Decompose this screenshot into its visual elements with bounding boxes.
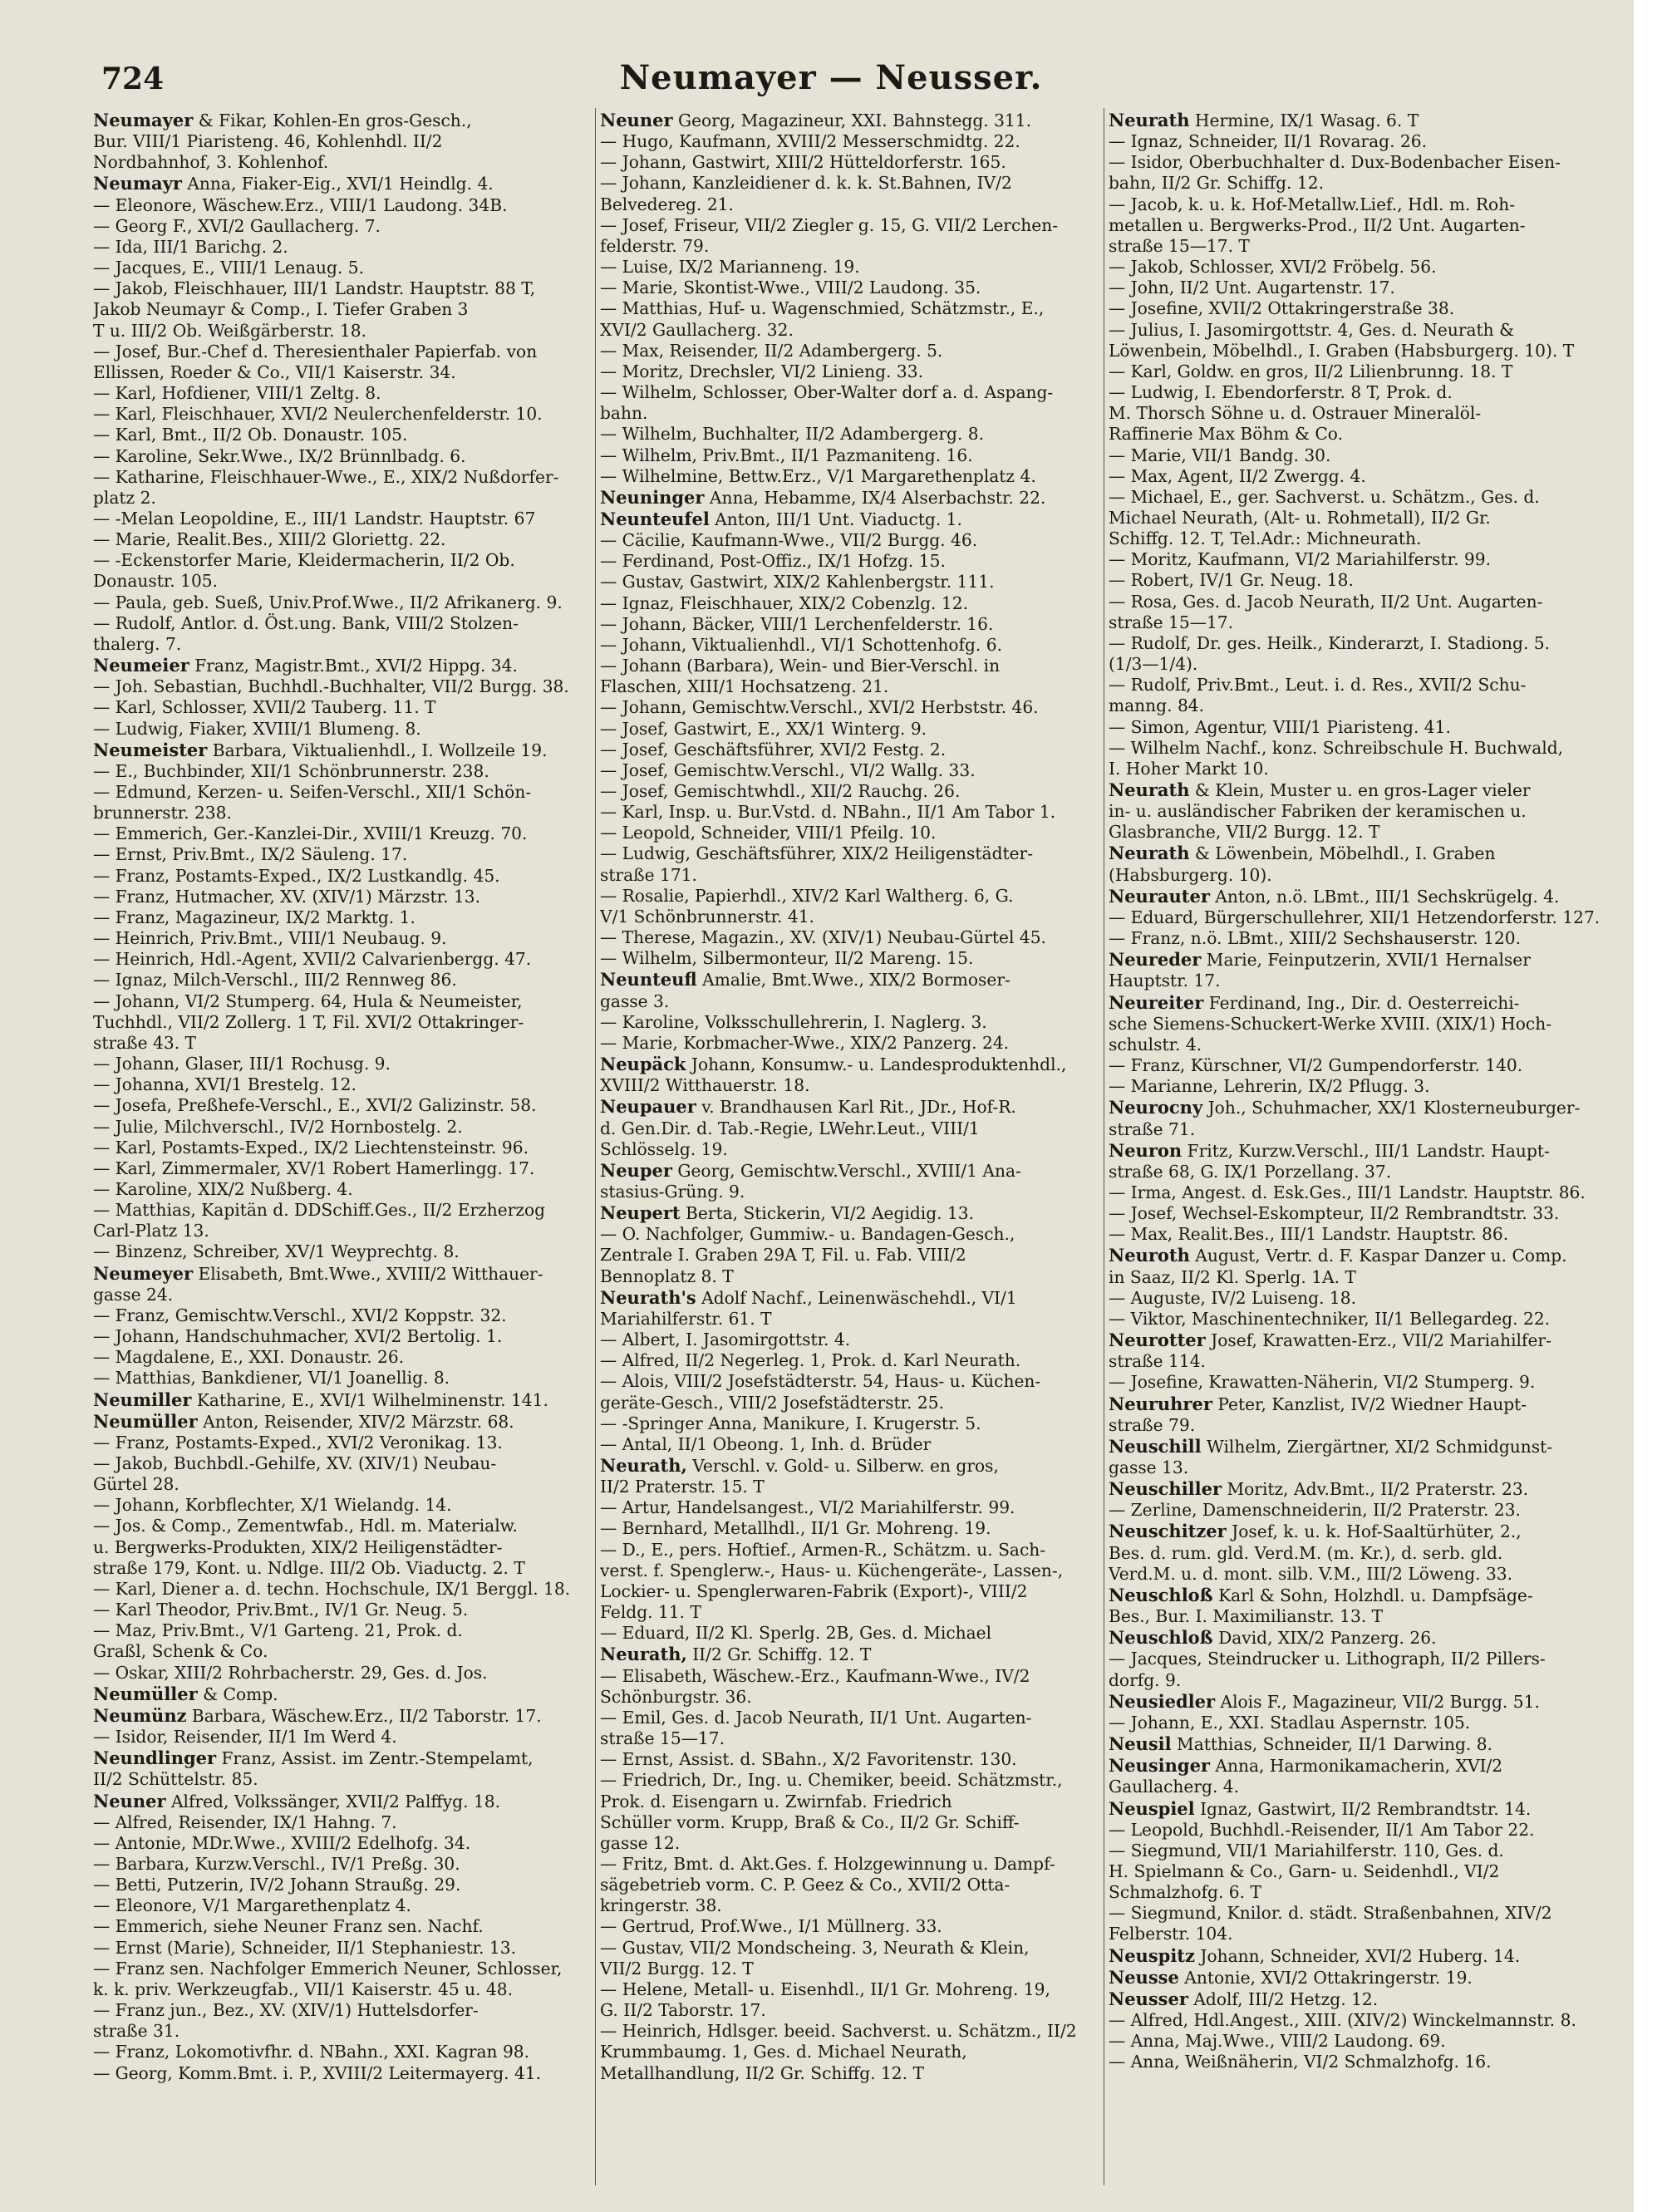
directory-line: — Elisabeth, Wäschew.-Erz., Kaufmann-Wwe., IV/2	[600, 1665, 1030, 1686]
directory-line: — Georg F., XVI/2 Gaullacherg. 7.	[93, 215, 381, 236]
directory-line: — Siegmund, VII/1 Mariahilferstr. 110, Ges. d.	[1109, 1840, 1504, 1861]
directory-line: — Wilhelm, Schlosser, Ober-Walter dorf a. d. Aspang-	[600, 382, 1054, 403]
directory-line: — Franz sen. Nachfolger Emmerich Neuner, Schlosser,	[93, 1958, 563, 1979]
directory-line: Bes., Bur. I. Maximilianstr. 13. T	[1109, 1606, 1384, 1627]
directory-line: Neusse Antonie, XVI/2 Ottakringerstr. 19.	[1109, 1966, 1473, 1988]
page-number: 724	[101, 61, 165, 96]
directory-line: — Therese, Magazin., XV. (XIV/1) Neubau-Gürtel 45.	[600, 927, 1046, 948]
directory-line: — Julius, I. Jasomirgottstr. 4, Ges. d. Neurath &	[1109, 319, 1515, 340]
directory-line: Neuschitzer Josef, k. u. k. Hof-Saaltürhüter, 2.,	[1109, 1521, 1522, 1542]
directory-line: in- u. ausländischer Fabriken der keramischen u.	[1109, 801, 1527, 822]
directory-line: — Johann, VI/2 Stumperg. 64, Hula & Neumeister,	[93, 990, 523, 1011]
directory-line: — Johann, Kanzleidiener d. k. k. St.Bahnen, IV/2	[600, 173, 1012, 194]
directory-line: — Heinrich, Hdl.-Agent, XVII/2 Calvarienbergg. 47.	[93, 949, 532, 970]
directory-line: Belvedereg. 21.	[600, 194, 734, 214]
directory-line: Graßl, Schenk & Co.	[93, 1641, 268, 1662]
directory-line: Neumayer & Fikar, Kohlen-En gros-Gesch.,	[93, 110, 472, 130]
directory-line: — Karl, Postamts-Exped., IX/2 Liechtensteinstr. 96.	[93, 1137, 529, 1158]
directory-line: II/2 Praterstr. 15. T	[600, 1477, 765, 1497]
directory-line: — Maz, Priv.Bmt., V/1 Garteng. 21, Prok. d.	[93, 1620, 463, 1641]
directory-line: — Ludwig, Geschäftsführer, XIX/2 Heiligenstädter-	[600, 843, 1034, 864]
directory-line: Neuschill Wilhelm, Ziergärtner, XI/2 Schmidgunst-	[1109, 1435, 1553, 1457]
directory-line: Neuspiel Ignaz, Gastwirt, II/2 Rembrandtstr. 14.	[1109, 1797, 1532, 1819]
directory-line: Felberstr. 104.	[1109, 1924, 1233, 1944]
directory-line: Neupäck Johann, Konsumw.- u. Landesproduktenhdl.,	[600, 1054, 1067, 1075]
column-1	[93, 110, 592, 2084]
directory-line: — Karl, Schlosser, XVII/2 Tauberg. 11. T	[93, 697, 436, 718]
directory-line: — Zerline, Damenschneiderin, II/2 Praterstr. 23.	[1109, 1500, 1521, 1521]
directory-line: — Barbara, Kurzw.Verschl., IV/1 Preßg. 30.	[93, 1853, 460, 1874]
directory-line: gasse 12.	[600, 1832, 681, 1853]
directory-line: — Marie, Skontist-Wwe., VIII/2 Laudong. 35.	[600, 278, 981, 298]
directory-line: — Wilhelm, Silbermonteur, II/2 Mareng. 15.	[600, 948, 974, 969]
directory-line: Neureder Marie, Feinputzerin, XVII/1 Hernalser	[1109, 949, 1531, 971]
directory-line: Neurath Hermine, IX/1 Wasag. 6. T	[1109, 110, 1419, 130]
directory-line: — Ernst, Assist. d. SBahn., X/2 Favoritenstr. 130.	[600, 1749, 1017, 1770]
column-rule	[595, 108, 596, 2185]
directory-line: — Johann (Barbara), Wein- und Bier-Verschl. in	[600, 656, 1001, 676]
directory-line: — Georg, Komm.Bmt. i. P., XVIII/2 Leitermayerg. 41.	[93, 2062, 542, 2083]
directory-line: — Matthias, Bankdiener, VI/1 Joanellig. 8.	[93, 1368, 450, 1389]
directory-line: Neumeyer Elisabeth, Bmt.Wwe., XVIII/2 Witthauer-	[93, 1262, 543, 1284]
directory-line: — Marianne, Lehrerin, IX/2 Pflugg. 3.	[1109, 1076, 1430, 1097]
directory-line: Neuschloß Karl & Sohn, Holzhdl. u. Dampfsäge-	[1109, 1584, 1533, 1605]
directory-line: geräte-Gesch., VIII/2 Josefstädterstr. 25.	[600, 1392, 945, 1413]
directory-line: Nordbahnhof, 3. Kohlenhof.	[93, 152, 329, 173]
directory-line: — O. Nachfolger, Gummiw.- u. Bandagen-Gesch.,	[600, 1224, 1015, 1245]
directory-line: Neusinger Anna, Harmonikamacherin, XVI/2	[1109, 1755, 1503, 1777]
directory-line: — Franz, Lokomotivfhr. d. NBahn., XXI. Kagran 98.	[93, 2042, 530, 2062]
directory-line: G. II/2 Taborstr. 17.	[600, 2000, 766, 2021]
directory-line: — Eleonore, Wäschew.Erz., VIII/1 Laudong. 34B.	[93, 194, 508, 215]
directory-line: — Jacques, E., VIII/1 Lenaug. 5.	[93, 258, 365, 278]
directory-line: straße 79.	[1109, 1414, 1196, 1435]
directory-line: XVI/2 Gaullacherg. 32.	[600, 319, 794, 340]
directory-line: straße 15—17. T	[1109, 235, 1250, 256]
directory-line: — Antal, II/1 Obeong. 1, Inh. d. Brüder	[600, 1433, 932, 1454]
directory-line: straße 171.	[600, 864, 697, 885]
directory-line: V/1 Schönbrunnerstr. 41.	[600, 906, 814, 927]
directory-line: — Jacob, k. u. k. Hof-Metallw.Lief., Hdl. m. Roh-	[1109, 194, 1516, 214]
directory-line: straße 15—17.	[1109, 612, 1233, 632]
directory-line: — Karl Theodor, Priv.Bmt., IV/1 Gr. Neug. 5.	[93, 1600, 469, 1620]
directory-line: Neumüller & Comp.	[93, 1683, 278, 1704]
directory-line: — Karl, Diener a. d. techn. Hochschule, IX/1 Berggl. 18.	[93, 1578, 571, 1599]
directory-line: II/2 Schüttelstr. 85.	[93, 1769, 258, 1790]
directory-line: Prok. d. Eisengarn u. Zwirnfab. Friedrich	[600, 1791, 952, 1811]
directory-line: Neurath, Verschl. v. Gold- u. Silberw. en gros,	[600, 1455, 999, 1476]
directory-line: — Artur, Handelsangest., VI/2 Mariahilferstr. 99.	[600, 1497, 1015, 1518]
directory-line: — Franz, Postamts-Exped., XVI/2 Veronikag. 13.	[93, 1432, 503, 1453]
directory-line: — Josef, Gemischtw.Verschl., VI/2 Wallg. 33.	[600, 759, 976, 780]
directory-line: Neumiller Katharine, E., XVI/1 Wilhelminenstr. 141.	[93, 1389, 548, 1410]
directory-line: — Marie, Korbmacher-Wwe., XIX/2 Panzerg. 24.	[600, 1032, 1010, 1053]
directory-line: — Eleonore, V/1 Margarethenplatz 4.	[93, 1895, 411, 1916]
directory-line: — Katharine, Fleischhauer-Wwe., E., XIX/2 Nußdorfer-	[93, 466, 559, 487]
directory-line: — Gustav, VII/2 Mondscheing. 3, Neurath & Klein,	[600, 1937, 1030, 1958]
directory-line: — -Springer Anna, Manikure, I. Krugerstr. 5.	[600, 1413, 981, 1433]
directory-line: Neurotter Josef, Krawatten-Erz., VII/2 Mariahilfer-	[1109, 1330, 1551, 1351]
directory-line: Neuron Fritz, Kurzw.Verschl., III/1 Landstr. Haupt-	[1109, 1139, 1550, 1161]
directory-line: VII/2 Burgg. 12. T	[600, 1958, 754, 1979]
directory-line: — E., Buchbinder, XII/1 Schönbrunnerstr. 238.	[93, 760, 489, 781]
directory-line: — Alfred, Reisender, IX/1 Hahng. 7.	[93, 1811, 397, 1832]
directory-line: — Max, Realit.Bes., III/1 Landstr. Hauptstr. 86.	[1109, 1224, 1509, 1245]
directory-line: — Josefine, XVII/2 Ottakringerstraße 38.	[1109, 298, 1455, 319]
directory-line: Jakob Neumayr & Comp., I. Tiefer Graben 3	[93, 299, 469, 320]
directory-line: Neupauer v. Brandhausen Karl Rit., JDr., Hof-R.	[600, 1096, 1016, 1118]
directory-line: — Rudolf, Dr. ges. Heilk., Kinderarzt, I. Stadiong. 5.	[1109, 632, 1551, 653]
directory-line: — Franz, Postamts-Exped., IX/2 Lustkandlg. 45.	[93, 865, 500, 886]
directory-line: dorfg. 9.	[1109, 1669, 1182, 1690]
directory-line: XVIII/2 Witthauerstr. 18.	[600, 1075, 810, 1096]
directory-line: bahn, II/2 Gr. Schiffg. 12.	[1109, 173, 1324, 194]
directory-line: sägebetrieb vorm. C. P. Geez & Co., XVII/2 Otta-	[600, 1875, 1010, 1895]
directory-line: — Leopold, Buchhdl.-Reisender, II/1 Am Tabor 22.	[1109, 1819, 1535, 1840]
directory-line: Neuroth August, Vertr. d. F. Kaspar Danzer u. Comp.	[1109, 1245, 1567, 1266]
directory-line: — Betti, Putzerin, IV/2 Johann Straußg. 29.	[93, 1875, 461, 1895]
directory-line: — Karoline, Sekr.Wwe., IX/2 Brünnlbadg. 6.	[93, 445, 466, 466]
directory-line: Verd.M. u. d. mont. silb. V.M., III/2 Löweng. 33.	[1109, 1563, 1513, 1584]
directory-line: — Leopold, Schneider, VIII/1 Pfeilg. 10.	[600, 823, 937, 843]
directory-line: — Emmerich, Ger.-Kanzlei-Dir., XVIII/1 Kreuzg. 70.	[93, 823, 528, 844]
directory-line: Krummbaumg. 1, Ges. d. Michael Neurath,	[600, 2042, 967, 2062]
directory-line: Neuschiller Moritz, Adv.Bmt., II/2 Praterstr. 23.	[1109, 1478, 1529, 1500]
directory-line: — Karl, Hofdiener, VIII/1 Zeltg. 8.	[93, 383, 381, 404]
directory-line: H. Spielmann & Co., Garn- u. Seidenhdl., VI/2	[1109, 1861, 1500, 1881]
directory-line: — Wilhelm, Buchhalter, II/2 Adambergerg. 8.	[600, 424, 985, 445]
directory-line: — Ferdinand, Post-Offiz., IX/1 Hofzg. 15.	[600, 551, 946, 572]
directory-line: — Marie, VII/1 Bandg. 30.	[1109, 445, 1331, 465]
directory-line: platz 2.	[93, 487, 156, 508]
directory-line: Lockier- u. Spenglerwaren-Fabrik (Export)-, VIII/2	[600, 1580, 1028, 1601]
directory-line: — Joh. Sebastian, Buchhdl.-Buchhalter, VII/2 Burgg. 38.	[93, 676, 569, 697]
directory-line: Neunteufel Anton, III/1 Unt. Viaductg. 1.	[600, 508, 962, 529]
directory-line: M. Thorsch Söhne u. d. Ostrauer Mineralöl-	[1109, 403, 1482, 424]
directory-line: — Bernhard, Metallhdl., II/1 Gr. Mohreng. 19.	[600, 1518, 991, 1539]
directory-line: — Julie, Milchverschl., IV/2 Hornbostelg. 2.	[93, 1116, 463, 1137]
directory-line: — Anna, Weißnäherin, VI/2 Schmalzhofg. 16.	[1109, 2052, 1492, 2072]
directory-line: Hauptstr. 17.	[1109, 971, 1221, 991]
directory-line: — Binzenz, Schreiber, XV/1 Weyprechtg. 8.	[93, 1241, 460, 1262]
directory-line: Gaullacherg. 4.	[1109, 1777, 1240, 1797]
directory-line: — Karl, Zimmermaler, XV/1 Robert Hamerlingg. 17.	[93, 1158, 535, 1178]
directory-line: — Eduard, Bürgerschullehrer, XII/1 Hetzendorferstr. 127.	[1109, 907, 1601, 927]
directory-line: Zentrale I. Graben 29A T, Fil. u. Fab. VIII/2	[600, 1245, 966, 1266]
directory-line: — Johann, Gastwirt, XIII/2 Hütteldorferstr. 165.	[600, 152, 1006, 173]
directory-line: — Fritz, Bmt. d. Akt.Ges. f. Holzgewinnung u. Dampf-	[600, 1853, 1055, 1874]
directory-line: — Isidor, Oberbuchhalter d. Dux-Bodenbacher Eisen-	[1109, 152, 1561, 173]
directory-line: — Ludwig, Fiaker, XVIII/1 Blumeng. 8.	[93, 718, 421, 739]
directory-line: — Heinrich, Priv.Bmt., VIII/1 Neubaug. 9.	[93, 928, 447, 949]
directory-line: — Luise, IX/2 Marianneng. 19.	[600, 257, 860, 278]
directory-line: — Karoline, Volksschullehrerin, I. Naglerg. 3.	[600, 1011, 987, 1032]
directory-line: — Rosa, Ges. d. Jacob Neurath, II/2 Unt. Augarten-	[1109, 591, 1543, 612]
directory-line: — Josefa, Preßhefe-Verschl., E., XVI/2 Galizinstr. 58.	[93, 1095, 537, 1116]
directory-line: Neusser Adolf, III/2 Hetzg. 12.	[1109, 1988, 1379, 2009]
directory-line: — -Eckenstorfer Marie, Kleidermacherin, II/2 Ob.	[93, 550, 515, 571]
directory-line: Metallhandlung, II/2 Gr. Schiffg. 12. T	[600, 2062, 924, 2083]
directory-line: — Franz, Gemischtw.Verschl., XVI/2 Koppstr. 32.	[93, 1305, 507, 1325]
directory-line: — Siegmund, Knilor. d. städt. Straßenbahnen, XIV/2	[1109, 1903, 1552, 1924]
directory-line: — Johann, Glaser, III/1 Rochusg. 9.	[93, 1054, 391, 1074]
directory-line: — Josefine, Krawatten-Näherin, VI/2 Stumperg. 9.	[1109, 1372, 1536, 1393]
page-edge	[1634, 0, 1662, 2212]
directory-line: — Simon, Agentur, VIII/1 Piaristeng. 41.	[1109, 716, 1451, 737]
directory-line: stasius-Grüng. 9.	[600, 1181, 745, 1202]
directory-line: u. Bergwerks-Produkten, XIX/2 Heiligenstädter-	[93, 1536, 503, 1557]
directory-line: — Josef, Bur.-Chef d. Theresienthaler Papierfab. von	[93, 341, 538, 361]
directory-line: — John, II/2 Unt. Augartenstr. 17.	[1109, 278, 1395, 298]
directory-line: — Karoline, XIX/2 Nußberg. 4.	[93, 1178, 353, 1199]
directory-line: thalerg. 7.	[93, 633, 182, 654]
directory-line: — Viktor, Maschinentechniker, II/1 Bellegardeg. 22.	[1109, 1308, 1551, 1329]
directory-line: Neusiedler Alois F., Magazineur, VII/2 Burgg. 51.	[1109, 1690, 1540, 1712]
directory-line: Neuner Alfred, Volkssänger, XVII/2 Palffyg. 18.	[93, 1790, 501, 1811]
directory-line: — Johann, Gemischtw.Verschl., XVI/2 Herbststr. 46.	[600, 697, 1039, 718]
directory-line: straße 15—17.	[600, 1728, 725, 1749]
directory-line: — Ernst, Priv.Bmt., IX/2 Säuleng. 17.	[93, 844, 408, 865]
directory-line: — Emil, Ges. d. Jacob Neurath, II/1 Unt. Augarten-	[600, 1707, 1032, 1728]
directory-line: — Moritz, Kaufmann, VI/2 Mariahilferstr. 99.	[1109, 549, 1492, 570]
directory-line: Löwenbein, Möbelhdl., I. Graben (Habsburgerg. 10). T	[1109, 340, 1575, 361]
directory-line: Neusil Matthias, Schneider, II/1 Darwing. 8.	[1109, 1733, 1492, 1755]
directory-line: — Franz, Hutmacher, XV. (XIV/1) Märzstr. 13.	[93, 886, 481, 907]
directory-line: — Moritz, Drechsler, VI/2 Linieng. 33.	[600, 361, 923, 381]
directory-line: straße 43. T	[93, 1032, 196, 1053]
directory-line: — Wilhelm Nachf., konz. Schreibschule H. Buchwald,	[1109, 737, 1564, 758]
column-2	[600, 110, 1099, 2084]
directory-line: — Alfred, II/2 Negerleg. 1, Prok. d. Karl Neurath.	[600, 1350, 1021, 1371]
directory-line: — Isidor, Reisender, II/1 Im Werd 4.	[93, 1727, 397, 1747]
directory-line: straße 68, G. IX/1 Porzellang. 37.	[1109, 1161, 1392, 1182]
directory-line: — Oskar, XIII/2 Rohrbacherstr. 29, Ges. d. Jos.	[93, 1662, 488, 1683]
directory-line: straße 71.	[1109, 1118, 1196, 1139]
directory-line: Ellissen, Roeder & Co., VII/1 Kaiserstr. 34.	[93, 361, 456, 382]
directory-line: Gürtel 28.	[93, 1474, 179, 1495]
directory-line: — Josef, Wechsel-Eskompteur, II/2 Rembrandtstr. 33.	[1109, 1203, 1560, 1224]
directory-line: — Franz jun., Bez., XV. (XIV/1) Huttelsdorfer-	[93, 2000, 479, 2021]
directory-line: — Rudolf, Priv.Bmt., Leut. i. d. Res., XVII/2 Schu-	[1109, 675, 1527, 696]
directory-line: Feldg. 11. T	[600, 1602, 701, 1623]
directory-line: Schlösselg. 19.	[600, 1138, 728, 1159]
directory-line: Flaschen, XIII/1 Hochsatzeng. 21.	[600, 676, 889, 697]
directory-line: Neumeier Franz, Magistr.Bmt., XVI/2 Hippg. 34.	[93, 655, 518, 676]
directory-line: Neuschloß David, XIX/2 Panzerg. 26.	[1109, 1627, 1437, 1649]
directory-line: Bes. d. rum. gld. Verd.M. (m. Kr.), d. serb. gld.	[1109, 1542, 1503, 1563]
directory-line: gasse 13.	[1109, 1457, 1189, 1477]
directory-line: — Johann, Bäcker, VIII/1 Lerchenfelderstr. 16.	[600, 613, 994, 634]
directory-line: — Ida, III/1 Barichg. 2.	[93, 236, 288, 257]
directory-line: Mariahilferstr. 61. T	[600, 1308, 772, 1329]
directory-line: Neurath & Löwenbein, Möbelhdl., I. Graben	[1109, 843, 1496, 864]
directory-line: Neuruhrer Peter, Kanzlist, IV/2 Wiedner Haupt-	[1109, 1393, 1527, 1414]
directory-line: — Johann, Korbflechter, X/1 Wielandg. 14.	[93, 1495, 452, 1516]
directory-line: kringerstr. 38.	[600, 1895, 722, 1916]
directory-line: — Helene, Metall- u. Eisenhdl., II/1 Gr. Mohreng. 19,	[600, 1979, 1050, 1999]
directory-line: Neupert Berta, Stickerin, VI/2 Aegidig. 13.	[600, 1202, 975, 1224]
directory-line: — Matthias, Huf- u. Wagenschmied, Schätzmstr., E.,	[600, 298, 1045, 319]
directory-line: I. Hoher Markt 10.	[1109, 758, 1269, 779]
directory-line: — Marie, Realit.Bes., XIII/2 Gloriettg. 22.	[93, 529, 446, 550]
directory-line: gasse 3.	[600, 990, 670, 1011]
directory-line: Neurath & Klein, Muster u. en gros-Lager vieler	[1109, 779, 1531, 800]
directory-line: Neurath's Adolf Nachf., Leinenwäschehdl., VI/1	[600, 1286, 1017, 1308]
directory-line: Glasbranche, VII/2 Burgg. 12. T	[1109, 822, 1380, 843]
directory-line: — Rosalie, Papierhdl., XIV/2 Karl Waltherg. 6, G.	[600, 885, 1014, 906]
directory-line: Neunteufl Amalie, Bmt.Wwe., XIX/2 Bormoser-	[600, 969, 1010, 990]
directory-line: Schönburgstr. 36.	[600, 1686, 752, 1707]
directory-line: — -Melan Leopoldine, E., III/1 Landstr. Hauptstr. 67	[93, 508, 536, 528]
directory-line: — Josef, Geschäftsführer, XVI/2 Festg. 2.	[600, 739, 947, 759]
directory-line: Bennoplatz 8. T	[600, 1266, 734, 1286]
directory-line: — Albert, I. Jasomirgottstr. 4.	[600, 1330, 851, 1350]
directory-line: — Anna, Maj.Wwe., VIII/2 Laudong. 69.	[1109, 2031, 1446, 2052]
directory-line: Neurath, II/2 Gr. Schiffg. 12. T	[600, 1644, 872, 1665]
directory-line: sche Siemens-Schuckert-Werke XVIII. (XIX/1) Hoch-	[1109, 1013, 1552, 1034]
directory-line: — Josef, Friseur, VII/2 Ziegler g. 15, G. VII/2 Lerchen-	[600, 214, 1059, 235]
directory-line: Michael Neurath, (Alt- u. Rohmetall), II/2 Gr.	[1109, 507, 1491, 528]
directory-line: Neuner Georg, Magazineur, XXI. Bahnstegg. 311.	[600, 110, 1032, 130]
directory-line: — Alfred, Hdl.Angest., XIII. (XIV/2) Winckelmannstr. 8.	[1109, 2010, 1576, 2031]
directory-line: straße 179, Kont. u. Ndlge. III/2 Ob. Viaductg. 2. T	[93, 1557, 525, 1578]
directory-line: — Karl, Goldw. en gros, II/2 Lilienbrunng. 18. T	[1109, 361, 1513, 381]
directory-line: — Jakob, Buchbdl.-Gehilfe, XV. (XIV/1) Neubau-	[93, 1453, 497, 1473]
directory-line: Raffinerie Max Böhm & Co.	[1109, 424, 1344, 445]
directory-line: — Johann, Handschuhmacher, XVI/2 Bertolig. 1.	[93, 1326, 503, 1347]
directory-line: Schüller vorm. Krupp, Braß & Co., II/2 Gr. Schiff-	[600, 1811, 1020, 1832]
directory-line: Neuninger Anna, Hebamme, IX/4 Alserbachstr. 22.	[600, 486, 1046, 508]
directory-line: — Friedrich, Dr., Ing. u. Chemiker, beeid. Schätzmstr.,	[600, 1770, 1063, 1791]
directory-line: — Josef, Gastwirt, E., XX/1 Winterg. 9.	[600, 718, 927, 739]
directory-line: manng. 84.	[1109, 696, 1205, 716]
directory-line: — Gustav, Gastwirt, XIX/2 Kahlenbergstr. 111.	[600, 572, 995, 592]
directory-line: — Eduard, II/2 Kl. Sperlg. 2B, Ges. d. Michael	[600, 1623, 992, 1644]
directory-line: metallen u. Bergwerks-Prod., II/2 Unt. Augarten-	[1109, 214, 1526, 235]
directory-line: Neumayr Anna, Fiaker-Eig., XVI/1 Heindlg. 4.	[93, 173, 494, 194]
directory-line: — Alois, VIII/2 Josefstädterstr. 54, Haus- u. Küchen-	[600, 1371, 1041, 1392]
directory-line: Neumüller Anton, Reisender, XIV/2 Märzstr. 68.	[93, 1410, 514, 1432]
directory-line: straße 31.	[93, 2021, 180, 2042]
directory-line: — Karl, Insp. u. Bur.Vstd. d. NBahn., II/1 Am Tabor 1.	[600, 802, 1056, 823]
directory-line: — Irma, Angest. d. Esk.Ges., III/1 Landstr. Hauptstr. 86.	[1109, 1182, 1586, 1202]
directory-line: — Jakob, Fleischhauer, III/1 Landstr. Hauptstr. 88 T,	[93, 278, 536, 299]
directory-line: schulstr. 4.	[1109, 1034, 1202, 1054]
directory-line: Carl-Platz 13.	[93, 1221, 209, 1241]
directory-line: — Ernst (Marie), Schneider, II/1 Stephaniestr. 13.	[93, 1937, 517, 1958]
directory-line: Neumeister Barbara, Viktualienhdl., I. Wollzeile 19.	[93, 739, 548, 760]
directory-line: — Franz, Magazineur, IX/2 Marktg. 1.	[93, 907, 416, 927]
directory-line: — Franz, n.ö. LBmt., XIII/2 Sechshauserstr. 120.	[1109, 928, 1522, 949]
directory-line: — Ignaz, Fleischhauer, XIX/2 Cobenzlg. 12.	[600, 592, 968, 613]
directory-line: — Robert, IV/1 Gr. Neug. 18.	[1109, 570, 1354, 591]
directory-line: — Michael, E., ger. Sachverst. u. Schätzm., Ges. d.	[1109, 486, 1540, 507]
directory-line: Neuper Georg, Gemischtw.Verschl., XVIII/1 Ana-	[600, 1159, 1021, 1181]
directory-line: straße 114.	[1109, 1351, 1206, 1372]
directory-line: Neundlinger Franz, Assist. im Zentr.-Stempelamt,	[93, 1747, 534, 1769]
directory-line: (1/3—1/4).	[1109, 654, 1198, 675]
directory-line: k. k. priv. Werkzeugfab., VII/1 Kaiserstr. 45 u. 48.	[93, 1979, 514, 1999]
directory-line: — Karl, Fleischhauer, XVI/2 Neulerchenfelderstr. 10.	[93, 404, 543, 425]
directory-line: — Jos. & Comp., Zementwfab., Hdl. m. Materialw.	[93, 1516, 518, 1536]
directory-line: — Franz, Kürschner, VI/2 Gumpendorferstr. 140.	[1109, 1055, 1523, 1076]
running-head: Neumayer — Neusser.	[619, 58, 1043, 97]
column-3	[1109, 110, 1607, 2073]
directory-line: — Jacques, Steindrucker u. Lithograph, II/2 Pillers-	[1109, 1649, 1546, 1669]
directory-line: — Magdalene, E., XXI. Donaustr. 26.	[93, 1347, 405, 1368]
directory-line: — Paula, geb. Sueß, Univ.Prof.Wwe., II/2 Afrikanerg. 9.	[93, 592, 563, 612]
directory-line: — Jakob, Schlosser, XVI/2 Fröbelg. 56.	[1109, 257, 1437, 278]
directory-line: — Cäcilie, Kaufmann-Wwe., VII/2 Burgg. 46.	[600, 530, 978, 551]
directory-line: Neurauter Anton, n.ö. LBmt., III/1 Sechskrügelg. 4.	[1109, 885, 1560, 907]
directory-line: — Johann, E., XXI. Stadlau Aspernstr. 105.	[1109, 1712, 1471, 1733]
directory-line: — Ignaz, Schneider, II/1 Rovarag. 26.	[1109, 131, 1428, 152]
directory-line: — Heinrich, Hdlsger. beeid. Sachverst. u. Schätzm., II/2	[600, 2021, 1077, 2042]
directory-line: brunnerstr. 238.	[93, 803, 232, 823]
directory-line: — D., E., pers. Hoftief., Armen-R., Schätzm. u. Sach-	[600, 1539, 1046, 1560]
directory-line: — Max, Agent, II/2 Zwergg. 4.	[1109, 465, 1366, 486]
directory-line: — Gertrud, Prof.Wwe., I/1 Müllnerg. 33.	[600, 1916, 942, 1937]
directory-line: — Edmund, Kerzen- u. Seifen-Verschl., XII/1 Schön-	[93, 782, 532, 802]
directory-line: Schmalzhofg. 6. T	[1109, 1882, 1261, 1903]
directory-line: gasse 24.	[93, 1284, 174, 1305]
directory-line: — Auguste, IV/2 Luiseng. 18.	[1109, 1287, 1357, 1308]
directory-line: d. Gen.Dir. d. Tab.-Regie, LWehr.Leut., VIII/1	[600, 1118, 980, 1138]
directory-line: Neurocny Joh., Schuhmacher, XX/1 Klosterneuburger-	[1109, 1097, 1581, 1118]
directory-line: verst. f. Spenglerw.-, Haus- u. Küchengeräte-, Lassen-,	[600, 1560, 1064, 1580]
directory-line: — Johann, Viktualienhdl., VI/1 Schottenhofg. 6.	[600, 634, 1003, 655]
directory-line: — Ludwig, I. Ebendorferstr. 8 T, Prok. d.	[1109, 382, 1453, 403]
directory-line: in Saaz, II/2 Kl. Sperlg. 1A. T	[1109, 1266, 1356, 1287]
directory-line: Bur. VIII/1 Piaristeng. 46, Kohlenhdl. II/2	[93, 131, 443, 152]
directory-line: — Johanna, XVI/1 Brestelg. 12.	[93, 1074, 356, 1095]
directory-line: Schiffg. 12. T, Tel.Adr.: Michneurath.	[1109, 528, 1422, 549]
directory-line: — Wilhelmine, Bettw.Erz., V/1 Margarethenplatz 4.	[600, 465, 1036, 486]
directory-line: — Rudolf, Antlor. d. Öst.ung. Bank, VIII/2 Stolzen-	[93, 612, 519, 633]
directory-line: Neumünz Barbara, Wäschew.Erz., II/2 Taborstr. 17.	[93, 1704, 542, 1726]
directory-line: bahn.	[600, 403, 648, 424]
directory-line: Neuspitz Johann, Schneider, XVI/2 Huberg. 14.	[1109, 1944, 1521, 1966]
directory-line: — Ignaz, Milch-Verschl., III/2 Rennweg 86.	[93, 970, 457, 990]
directory-line: — Emmerich, siehe Neuner Franz sen. Nachf.	[93, 1916, 484, 1937]
directory-line: Tuchhdl., VII/2 Zollerg. 1 T, Fil. XVI/2 Ottakringer-	[93, 1011, 524, 1032]
directory-line: (Habsburgerg. 10).	[1109, 864, 1272, 885]
directory-line: — Antonie, MDr.Wwe., XVIII/2 Edelhofg. 34.	[93, 1832, 471, 1853]
directory-line: Donaustr. 105.	[93, 571, 219, 592]
directory-line: — Max, Reisender, II/2 Adambergerg. 5.	[600, 340, 943, 361]
directory-line: — Karl, Bmt., II/2 Ob. Donaustr. 105.	[93, 425, 408, 445]
directory-line: — Wilhelm, Priv.Bmt., II/1 Pazmaniteng. 16.	[600, 445, 973, 465]
directory-line: Neureiter Ferdinand, Ing., Dir. d. Oesterreichi-	[1109, 991, 1520, 1013]
directory-line: — Josef, Gemischtwhdl., XII/2 Rauchg. 26.	[600, 781, 961, 801]
directory-line: felderstr. 79.	[600, 235, 710, 256]
directory-line: — Hugo, Kaufmann, XVIII/2 Messerschmidtg. 22.	[600, 131, 1020, 152]
directory-line: T u. III/2 Ob. Weißgärberstr. 18.	[93, 320, 366, 341]
directory-line: — Matthias, Kapitän d. DDSchiff.Ges., II/2 Erzherzog	[93, 1200, 546, 1221]
